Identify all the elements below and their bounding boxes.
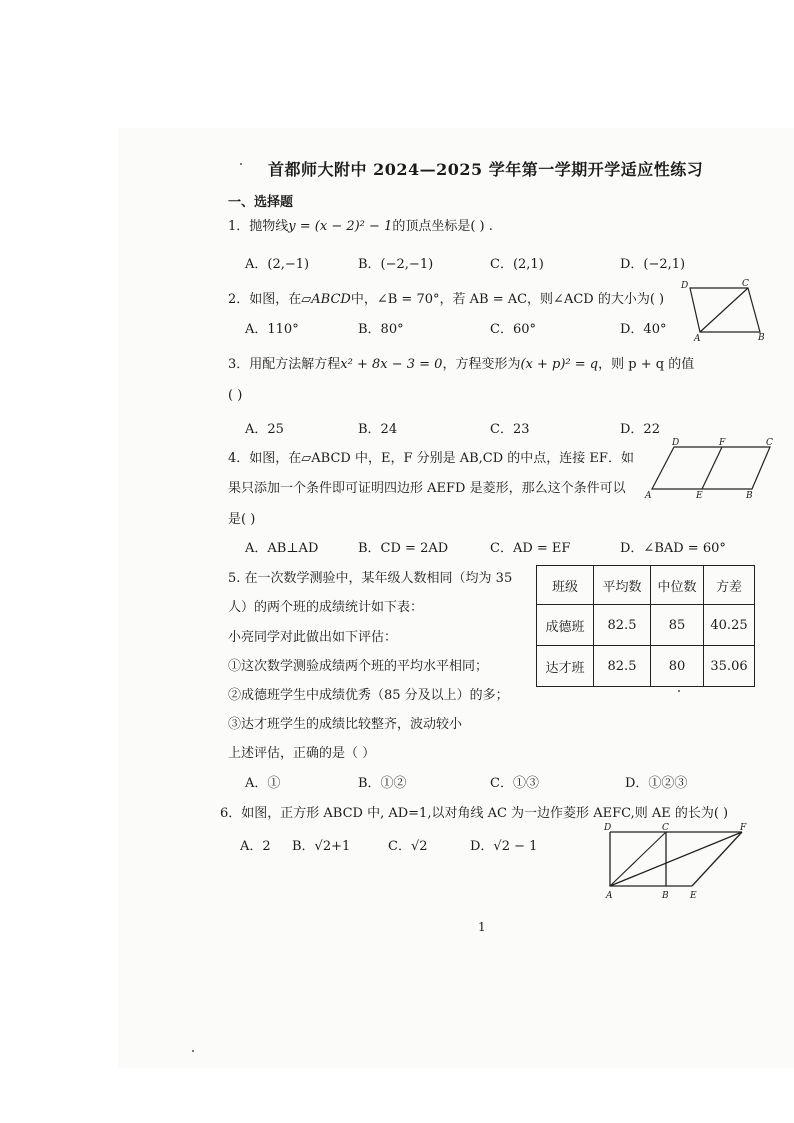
table-header-cell: 平均数 <box>594 566 651 605</box>
q2-label-c: C <box>742 279 749 289</box>
q2-option-a: A．110° <box>245 322 299 337</box>
scan-speck <box>240 163 242 165</box>
q2-option-d: D．40° <box>620 322 667 337</box>
q4-label-f: F <box>719 438 726 448</box>
q3-equation: x² + 8x − 3 = 0 <box>340 357 443 372</box>
q4-option-d: D．∠BAD = 60° <box>620 541 726 556</box>
q3-option-a: A．25 <box>245 422 284 437</box>
q4-parallelogram-figure <box>642 438 782 500</box>
q6-label-a: A <box>606 891 613 901</box>
question-2 <box>228 288 664 307</box>
q1-option-c: C．(2,1) <box>490 257 544 272</box>
table-cell: 35.06 <box>704 646 755 687</box>
q5-line-2: 人）的两个班的成绩统计如下表： <box>228 600 424 615</box>
q4-label-a: A <box>645 491 652 501</box>
q2-label-d: D <box>681 281 689 291</box>
q6-stem: 6．如图，正方形 ABCD 中, AD=1,以对角线 AC 为一边作菱形 AEFC,则 AE 的长为( ) <box>220 806 729 821</box>
q1-tail: 的顶点坐标是( ) . <box>392 219 493 234</box>
q3-mid: ，方程变形为 <box>442 357 521 372</box>
q5-item-3: ③达才班学生的成绩比较整齐，波动较小 <box>228 717 463 732</box>
q3-stem: 3．用配方法解方程 <box>228 357 341 372</box>
q3-paren: ( ) <box>228 388 243 403</box>
q4-label-d: D <box>672 438 680 448</box>
q5-item-2: ②成德班学生中成绩优秀（85 分及以上）的多； <box>228 688 509 703</box>
q2-parallelogram: ▱ABCD <box>301 292 351 307</box>
q1-option-b: B．(−2,−1) <box>358 257 434 272</box>
q5-line-1: 5. 在一次数学测验中，某年级人数相同（均为 35 <box>228 571 513 586</box>
table-header-cell: 方差 <box>704 566 755 605</box>
table-header-row <box>537 566 755 605</box>
q2-parallelogram-figure <box>680 278 770 342</box>
question-1 <box>228 215 493 234</box>
q4-label-c: C <box>766 438 773 448</box>
q2-label-b: B <box>758 333 765 343</box>
q4-option-a: A．AB⊥AD <box>245 541 319 556</box>
table-cell: 达才班 <box>537 646 594 687</box>
score-stats-table <box>536 565 755 687</box>
q4-label-b: B <box>746 491 753 501</box>
table-row <box>537 605 755 646</box>
q6-option-b: B．√2+1 <box>292 839 351 854</box>
q2-option-b: B．80° <box>358 322 404 337</box>
q5-ask: 上述评估，正确的是（ ） <box>228 746 376 761</box>
scan-speck <box>192 1050 194 1052</box>
page-number: 1 <box>478 920 486 934</box>
q6-label-b: B <box>662 891 669 901</box>
table-header-cell: 班级 <box>537 566 594 605</box>
q4-label-e: E <box>696 491 703 501</box>
q1-formula: y = (x − 2)² − 1 <box>288 219 393 234</box>
table-cell: 成德班 <box>537 605 594 646</box>
table-cell: 85 <box>651 605 704 646</box>
q4-line-3: 是( ) <box>228 512 256 527</box>
table-cell: 82.5 <box>594 605 651 646</box>
q2-label-a: A <box>694 334 701 344</box>
q5-option-c: C．①③ <box>490 776 539 791</box>
q4-line-1: 4．如图，在▱ABCD 中，E，F 分别是 AB,CD 的中点，连接 EF．如 <box>228 451 634 466</box>
q6-label-c: C <box>662 823 669 833</box>
q6-option-c: C．√2 <box>388 839 428 854</box>
q4-option-c: C．AD = EF <box>490 541 571 556</box>
table-row <box>537 646 755 687</box>
q1-option-a: A．(2,−1) <box>245 257 310 272</box>
q5-line-3: 小亮同学对此做出如下评估： <box>228 630 398 645</box>
table-header-cell: 中位数 <box>651 566 704 605</box>
scan-speck <box>678 690 680 692</box>
page-title: 首都师大附中 2024—2025 学年第一学期开学适应性练习 <box>268 160 704 179</box>
q3-tail: ，则 p + q 的值 <box>598 357 695 372</box>
q5-option-a: A．① <box>245 776 281 791</box>
q1-option-d: D．(−2,1) <box>620 257 686 272</box>
q6-square-rhombus-figure <box>600 820 760 902</box>
q5-option-d: D．①②③ <box>625 776 688 791</box>
q6-option-d: D．√2 − 1 <box>470 839 538 854</box>
question-3 <box>228 353 694 372</box>
q4-option-b: B．CD = 2AD <box>358 541 449 556</box>
q6-label-d: D <box>604 823 612 833</box>
q1-stem: 1．抛物线 <box>228 219 289 234</box>
table-cell: 82.5 <box>594 646 651 687</box>
table-cell: 40.25 <box>704 605 755 646</box>
table-cell: 80 <box>651 646 704 687</box>
q6-label-f: F <box>740 823 747 833</box>
q3-option-c: C．23 <box>490 422 530 437</box>
q5-option-b: B．①② <box>358 776 407 791</box>
q2-option-c: C．60° <box>490 322 536 337</box>
section-heading: 一、选择题 <box>228 195 294 210</box>
q4-line-2: 果只添加一个条件即可证明四边形 AEFD 是菱形，那么这个条件可以 <box>228 481 626 496</box>
q2-text: 中，∠B = 70°，若 AB = AC，则∠ACD 的大小为( ) <box>350 292 665 307</box>
q2-stem: 2．如图，在 <box>228 292 302 307</box>
q6-option-a: A．2 <box>240 839 271 854</box>
q3-option-d: D．22 <box>620 422 660 437</box>
q6-label-e: E <box>690 891 697 901</box>
q3-transformed: (x + p)² = q <box>520 357 599 372</box>
q5-item-1: ①这次数学测验成绩两个班的平均水平相同； <box>228 659 489 674</box>
q3-option-b: B．24 <box>358 422 398 437</box>
